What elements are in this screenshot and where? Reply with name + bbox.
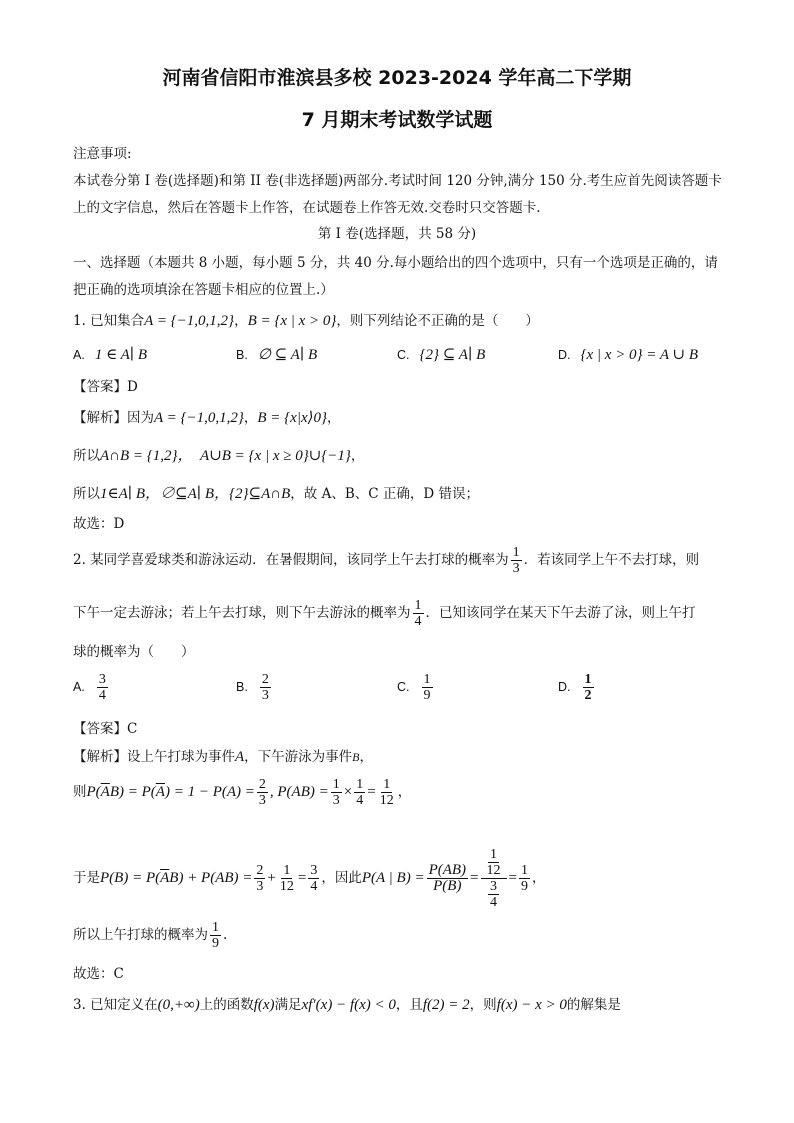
q2-option-a [73, 672, 110, 703]
denominator: 2 [584, 688, 592, 703]
section-desc-1: 一、选择题（本题共 8 小题，每小题 5 分，共 40 分.每小题给出的四个选项中，只有一个选项是正确的，请 [73, 255, 718, 271]
q2-calc2-a: P(B) = P( [100, 870, 161, 886]
q2-option-d [558, 672, 596, 703]
numerator: 1 [584, 672, 592, 687]
q2-analysis-1 [73, 748, 373, 766]
q2-line-2 [73, 598, 696, 629]
denominator: 12 [379, 793, 394, 808]
equals-sign: = [470, 870, 479, 886]
notice-body-2: 上的文字信息，然后在答题卡上作答，在试题卷上作答无效.交卷时只交答题卡. [73, 200, 541, 216]
denominator: 3 [258, 793, 266, 808]
times-sign: × [343, 784, 353, 800]
q1-analysis-set-a: A = {−1,0,1,2} [154, 410, 244, 426]
option-text: 1 ∈ A∣ B [94, 347, 148, 363]
q3-m5: f(x) − x > 0 [496, 997, 567, 1013]
q3-m2: f(x) [253, 997, 275, 1013]
q1-set-b: B = {x | x > 0} [247, 313, 337, 329]
q2-option-b [236, 672, 273, 703]
q1-analysis-head: 【解析】因为 [73, 410, 154, 426]
numerator: 1 [383, 777, 391, 792]
q2-analysis1-c: ， [359, 749, 374, 765]
q2-line1-a: 2. 某同学喜爱球类和游泳运动．在暑假期间，该同学上午去打球的概率为 [73, 552, 509, 568]
numerator: 1 [490, 847, 498, 862]
option-label: A. [73, 348, 85, 362]
fraction [260, 672, 271, 703]
q3-f: 的解集是 [566, 997, 621, 1013]
fraction [519, 863, 530, 894]
denominator: 3 [332, 793, 340, 808]
q2-calc1-end: ， [397, 784, 412, 800]
numerator: 1 [520, 863, 528, 878]
option-text: {x | x > 0} = A ∪ B [580, 347, 699, 363]
option-text: {2} ⊆ A∣ B [419, 347, 486, 363]
q1-answer: 【答案】D [73, 379, 138, 395]
fraction [422, 672, 433, 703]
page-title-line2: 7 月期末考试数学试题 [301, 109, 493, 131]
q2-line-1 [73, 545, 699, 576]
q1-select: 故选：D [73, 516, 125, 532]
q2-analysis1-a: 【解析】设上午打球为事件 [73, 749, 235, 765]
q1-analysis-set-b: B = {x|x⟩0} [257, 410, 327, 426]
event-b: B [352, 750, 360, 764]
q2-concl-b: . [223, 927, 228, 943]
section-desc-2: 把正确的选项填涂在答题卡相应的位置上.） [73, 282, 334, 298]
q1-line3-end: ，故 A、B、C 正确，D 错误； [290, 486, 479, 502]
q2-calc1-a: P( [86, 784, 101, 800]
denominator: 12 [486, 863, 501, 878]
fraction [257, 777, 268, 808]
q2-calc1-prefix: 则 [73, 784, 87, 800]
option-label: B. [236, 348, 248, 362]
denominator: 3 [512, 561, 520, 576]
fraction [308, 863, 319, 894]
q1-line2-prefix: 所以 [73, 448, 100, 464]
q1-line2-math: A∩B = {1,2}， A∪B = {x | x ≥ 0}∪{−1} [100, 448, 351, 464]
q2-calc2-mid: ，因此 [321, 870, 362, 886]
denominator: 3 [261, 688, 269, 703]
q2-line-3: 球的概率为（ ） [73, 644, 195, 660]
q1-analysis-2 [73, 447, 364, 465]
fraction [278, 863, 296, 894]
q2-calc-1 [73, 777, 411, 808]
page-title-line1: 河南省信阳市淮滨县多校 2023-2024 学年高二下学期 [162, 67, 632, 89]
numerator: 1 [512, 545, 520, 560]
equals-sign: = [367, 784, 376, 800]
fraction [511, 545, 522, 576]
fraction [331, 777, 342, 808]
equals-sign: = [508, 870, 517, 886]
q1-option-b [236, 346, 317, 364]
fraction [254, 863, 265, 894]
q1-line3-prefix: 所以 [73, 486, 100, 502]
numerator: 3 [310, 863, 318, 878]
notice-body-1: 本试卷分第 I 卷(选择题)和第 II 卷(非选择题)两部分.考试时间 120 分钟,满分 150 分.考生应首先阅读答题卡 [73, 173, 722, 189]
q1-analysis-end: ， [326, 410, 341, 426]
option-label: D. [558, 348, 571, 362]
a-bar: $\overline{A}$ [100, 784, 110, 800]
option-label: C. [397, 348, 410, 362]
q1-option-d [558, 346, 698, 364]
q1-analysis-comma: ， [243, 410, 258, 426]
q1-option-a [73, 346, 147, 364]
q3-m3: xf′(x) − f(x) < 0 [301, 997, 396, 1013]
q1-suffix: ，则下列结论不正确的是（ ） [336, 313, 539, 329]
q3-b: 上的函数 [199, 997, 254, 1013]
numerator: 2 [256, 863, 264, 878]
numerator: 1 [332, 777, 340, 792]
option-label: B. [236, 680, 248, 694]
q2-line1-b: ．若该同学上午不去打球，则 [523, 552, 700, 568]
complex-fraction [481, 847, 507, 910]
denominator: 12 [279, 879, 294, 894]
q3-m1: (0,+∞) [157, 997, 200, 1013]
notice-heading: 注意事项: [73, 146, 132, 162]
q3-c: 满足 [274, 997, 302, 1013]
option-label: C. [397, 680, 410, 694]
q2-concl-a: 所以上午打球的概率为 [73, 927, 208, 943]
equals-sign: = [297, 870, 307, 886]
fraction [378, 777, 396, 808]
q3-d: ，且 [395, 997, 423, 1013]
fraction [427, 863, 468, 894]
q1-option-c [397, 346, 485, 364]
fraction [413, 598, 424, 629]
numerator: 2 [258, 777, 266, 792]
q2-calc1-c: ) = 1 − P(A) = [164, 784, 255, 800]
denominator: 4 [490, 895, 498, 910]
fraction [583, 672, 594, 703]
plus-sign: + [267, 870, 276, 886]
q2-calc1-b: B) = P( [109, 784, 156, 800]
q2-calc2-prefix: 于是 [73, 870, 100, 886]
q1-analysis-3 [73, 485, 479, 503]
fraction [488, 879, 499, 910]
q2-select: 故选：C [73, 966, 124, 982]
q1-prefix: 1. 已知集合 [73, 313, 145, 329]
denominator: 4 [98, 688, 106, 703]
a-bar: $\overline{A}$ [155, 784, 165, 800]
denominator: 9 [423, 688, 431, 703]
fraction [354, 777, 365, 808]
q2-line2-b: ．已知该同学在某天下午去游了泳，则上午打 [425, 605, 696, 621]
q2-calc-2 [73, 847, 545, 910]
fraction [485, 847, 503, 878]
q2-answer: 【答案】C [73, 721, 138, 737]
fraction [97, 672, 108, 703]
q2-option-c [397, 672, 435, 703]
numerator: 1 [414, 598, 422, 613]
denominator: 9 [212, 936, 219, 951]
q3-a: 3. 已知定义在 [73, 997, 158, 1013]
denominator: P(B) [433, 878, 462, 894]
numerator: P(AB) [428, 862, 467, 878]
denominator: 3 [256, 879, 264, 894]
q1-analysis-1 [73, 409, 340, 427]
question-3-stem [73, 996, 621, 1014]
denominator: 4 [310, 879, 318, 894]
numerator: 2 [261, 672, 269, 687]
q2-calc2-end: ， [531, 870, 546, 886]
option-label: D. [558, 680, 571, 694]
numerator: 1 [423, 672, 431, 687]
numerator [481, 847, 507, 879]
q1-set-a: A = {−1,0,1,2} [144, 313, 235, 329]
fraction [210, 920, 221, 951]
option-label: A. [73, 680, 85, 694]
numerator: 1 [356, 777, 364, 792]
numerator: 1 [283, 863, 291, 878]
numerator: 1 [212, 920, 219, 935]
q2-conclusion [73, 920, 227, 951]
q2-calc2-b: B) + P(AB) = [169, 870, 253, 886]
denominator [484, 879, 503, 910]
numerator: 3 [98, 672, 106, 687]
q2-calc1-d: , P(AB) = [269, 784, 329, 800]
denominator: 4 [356, 793, 364, 808]
q2-calc2-c: P(A | B) = [361, 870, 425, 886]
q3-m4: f(2) = 2 [422, 997, 470, 1013]
numerator: 3 [490, 879, 498, 894]
denominator: 4 [414, 614, 422, 629]
question-1-stem [73, 312, 539, 330]
q1-comma: ， [234, 313, 248, 329]
q1-line2-end: ， [350, 448, 365, 464]
section-title: 第 I 卷(选择题，共 58 分) [317, 226, 477, 242]
event-a: A [235, 749, 245, 765]
option-text: ∅ ⊆ A∣ B [257, 347, 318, 363]
q3-e: ，则 [469, 997, 497, 1013]
a-bar: $\overline{A}$ [160, 870, 170, 886]
denominator: 9 [520, 879, 528, 894]
q1-line3-math: 1∈A∣ B，∅⊆A∣ B，{2}⊆A∩B [100, 486, 291, 502]
q2-analysis1-b: ，下午游泳为事件 [244, 749, 353, 765]
q2-line2-a: 下午一定去游泳；若上午去打球，则下午去游泳的概率为 [73, 605, 411, 621]
